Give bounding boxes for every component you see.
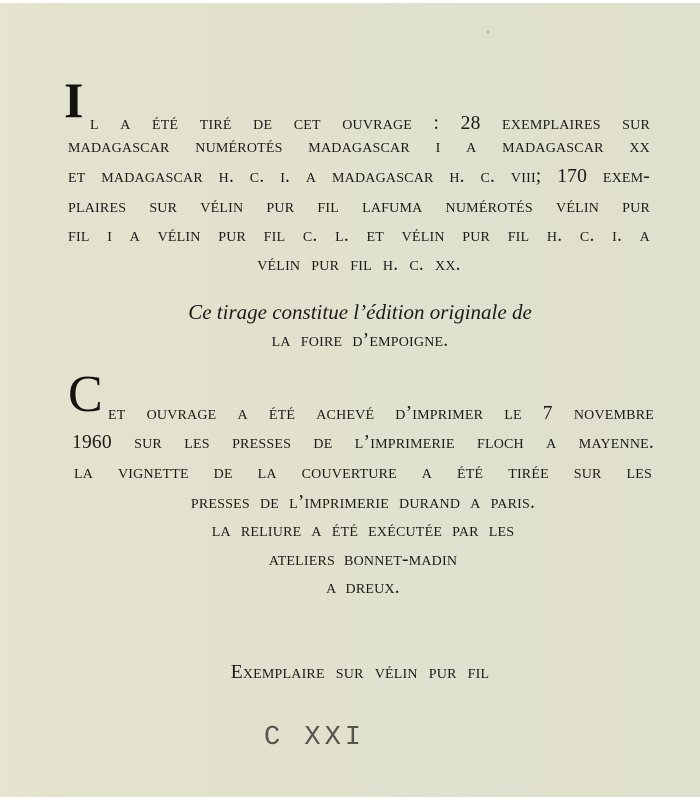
colophon-line: presses de l’imprimerie durand a paris.: [190, 492, 536, 513]
colophon-line: ateliers bonnet-madin: [268, 549, 458, 570]
colophon-line: la reliure a été exécutée par les: [211, 520, 515, 541]
colophon-line: et madagascar h. c. i. a madagascar h. c. viii; 170 exem-: [68, 166, 650, 187]
colophon-line: plaires sur vélin pur fil lafuma numérotés vélin pur: [68, 196, 650, 217]
colophon-line: fil i a vélin pur fil c. l. et vélin pur fil h. c. i. a: [68, 225, 650, 246]
colophon-line: et ouvrage a été achevé d’imprimer le 7 novembre: [108, 403, 654, 424]
work-title: la foire d’empoigne.: [271, 330, 449, 351]
paper-speck: [487, 31, 489, 33]
colophon-line: 1960 sur les presses de l’imprimerie floch a mayenne.: [72, 432, 654, 453]
colophon-line: la vignette de la couverture a été tirée sur les: [74, 462, 652, 483]
colophon-line: vélin pur fil h. c. xx.: [257, 254, 461, 275]
colophon-line: madagascar numérotés madagascar i a madagascar xx: [68, 136, 650, 157]
dropcap-c: C: [68, 366, 103, 423]
colophon-line: a dreux.: [326, 577, 400, 598]
colophon-line: l a été tiré de cet ouvrage : 28 exemplaires sur: [90, 113, 650, 134]
book-page: [0, 3, 700, 797]
edition-note-italic: Ce tirage constitue l’édition originale de: [188, 300, 532, 324]
copy-statement: Exemplaire sur vélin pur fil: [230, 662, 490, 683]
dropcap-i: I: [64, 72, 84, 128]
copy-number: C XXI: [264, 723, 366, 753]
